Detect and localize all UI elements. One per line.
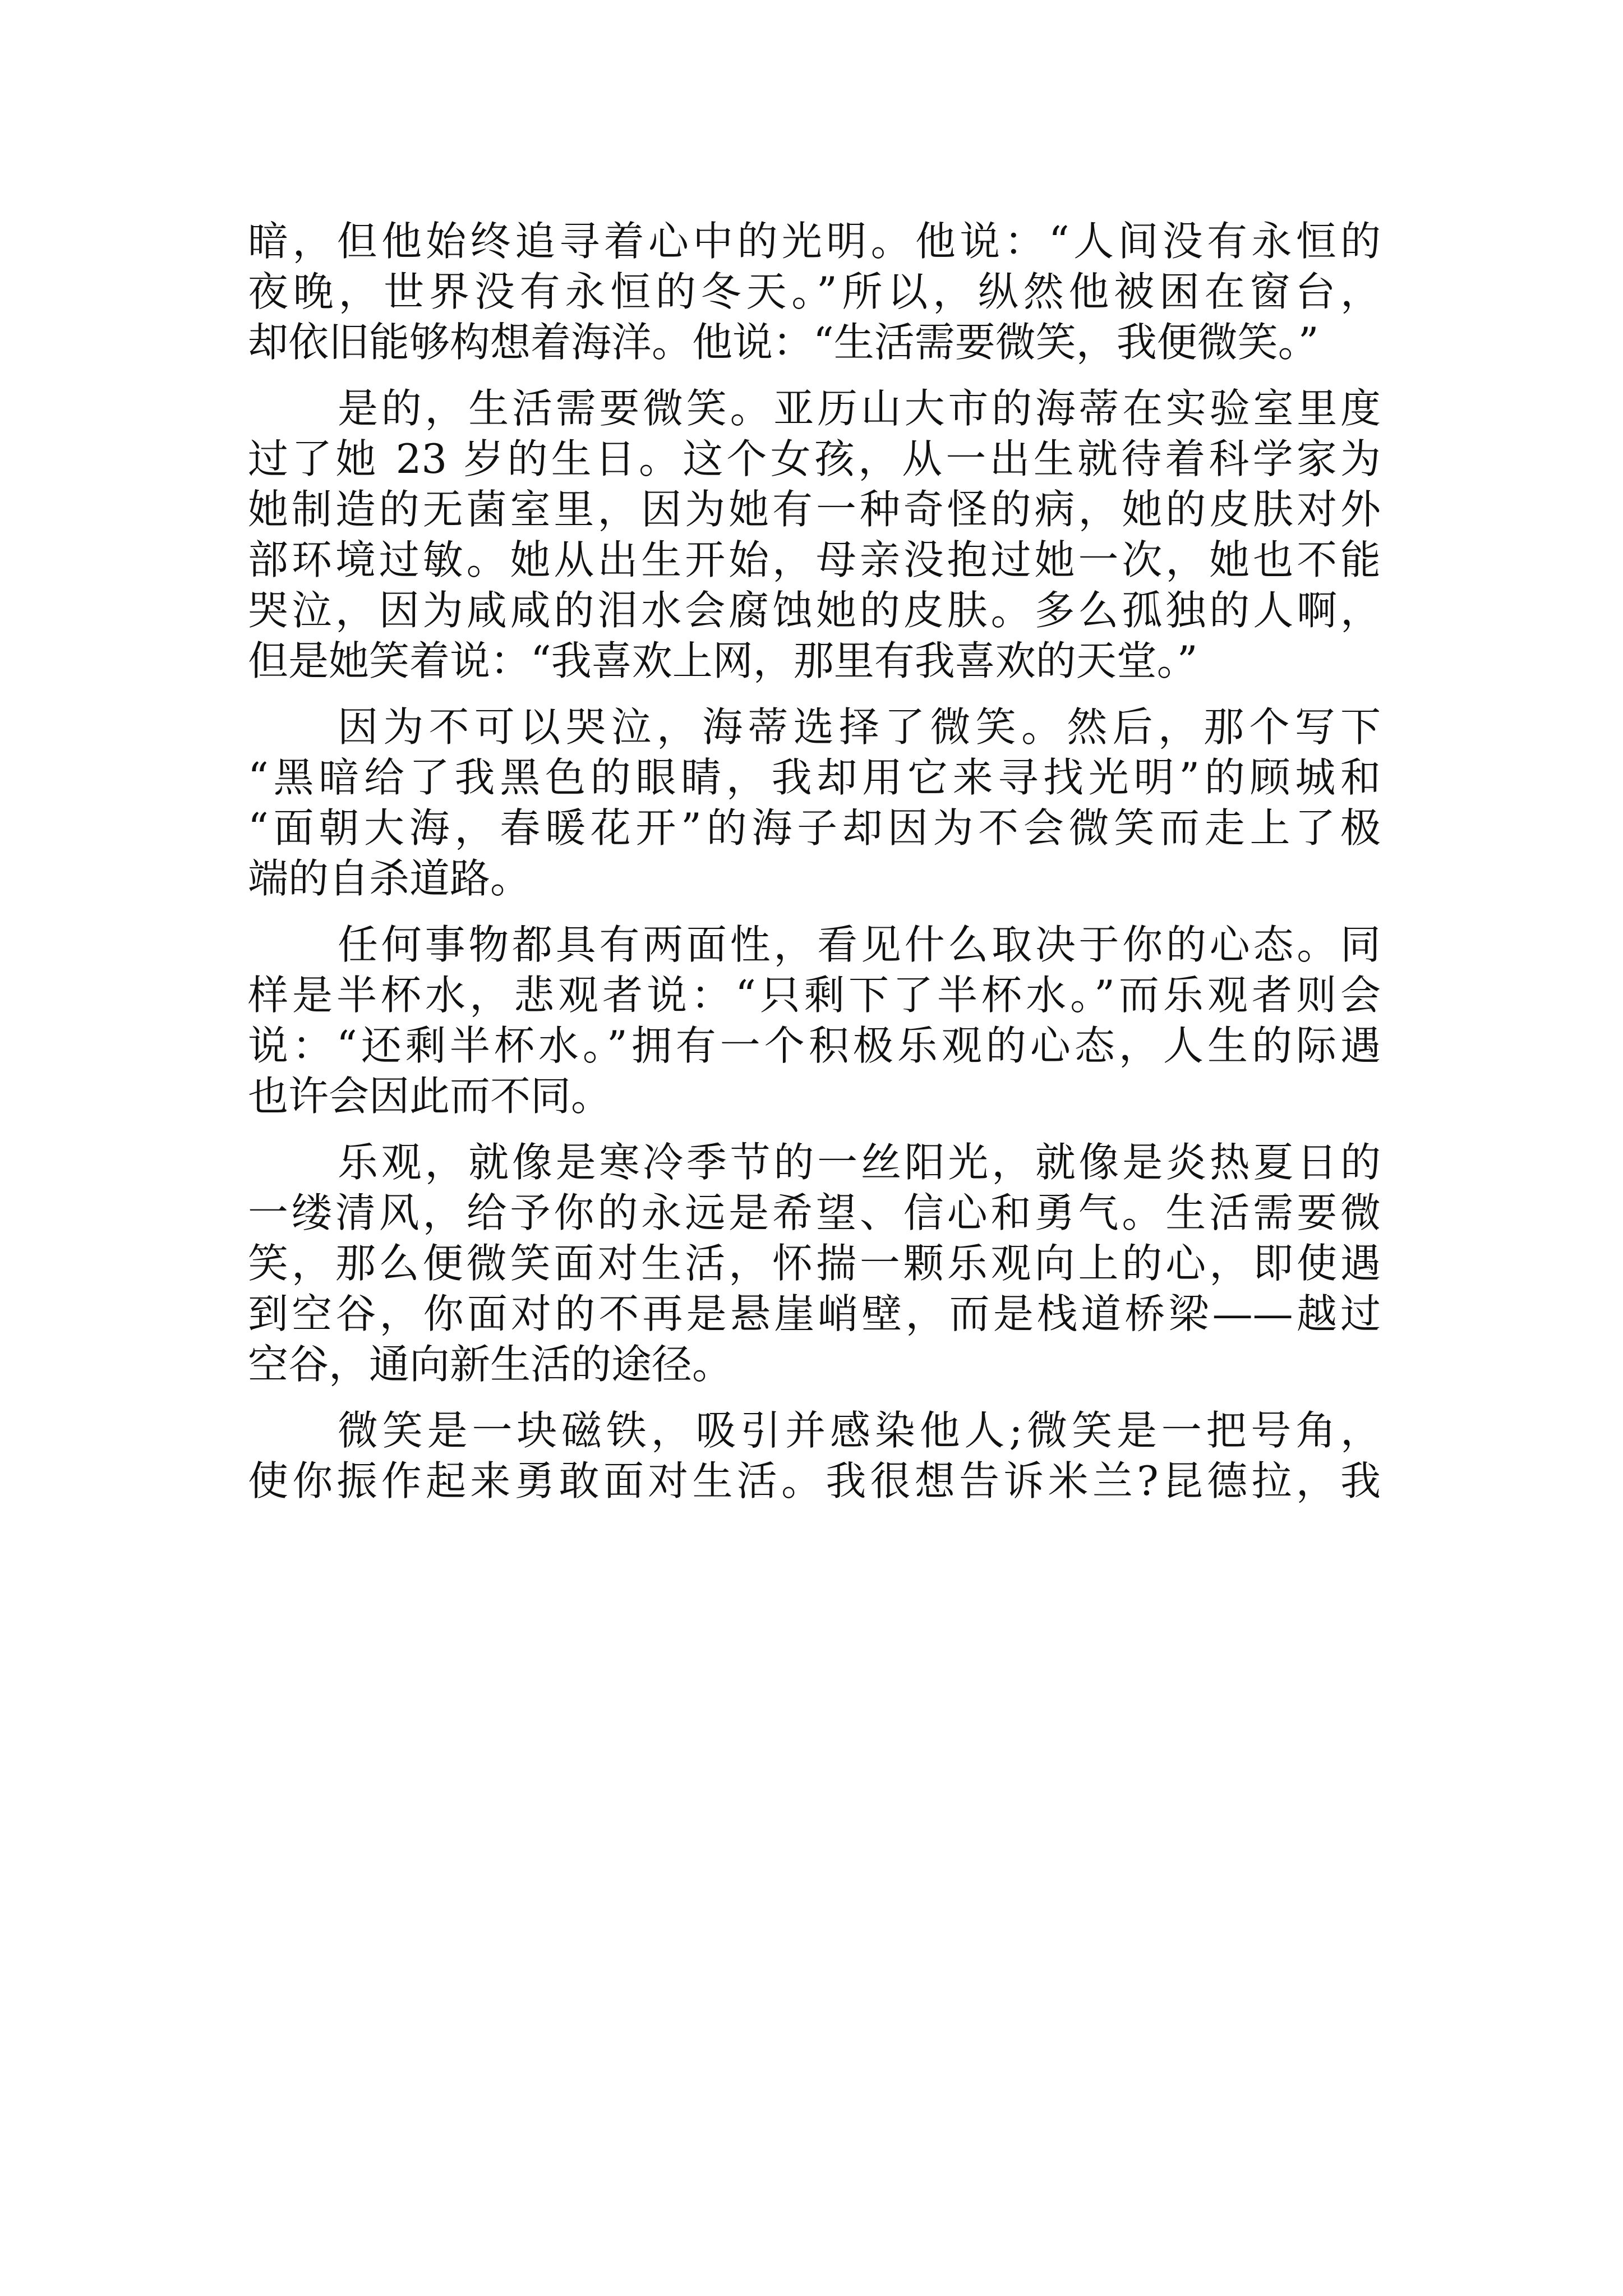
text-line: 却依旧能够构想着海洋。他说：“生活需要微笑，我便微笑。” [248,319,1319,366]
text-line: 她制造的无菌室里，因为她有一种奇怪的病，她的皮肤对外 [248,486,1381,533]
text-line: “面朝大海，春暖花开”的海子却因为不会微笑而走上了极 [248,804,1381,852]
text-line: 但是她笑着说：“我喜欢上网，那里有我喜欢的天堂。” [248,637,1198,684]
text-line: 微笑是一块磁铁，吸引并感染他人;微笑是一把号角， [338,1407,1381,1454]
paragraph [248,383,1381,686]
paragraph [248,919,1381,1121]
text-line: 夜晚，世界没有永恒的冬天。”所以，纵然他被困在窗台， [248,268,1381,315]
text-line: 端的自杀道路。 [248,855,531,902]
text-line: 到空谷，你面对的不再是悬崖峭壁，而是栈道桥梁——越过 [248,1290,1381,1337]
text-line: 样是半杯水，悲观者说：“只剩下了半杯水。”而乐观者则会 [248,972,1381,1019]
text-line: 一缕清风，给予你的永远是希望、信心和勇气。生活需要微 [248,1189,1381,1236]
text-line: 说：“还剩半杯水。”拥有一个积极乐观的心态，人生的际遇 [248,1022,1381,1069]
document-body [248,216,1381,1506]
text-line: 使你振作起来勇敢面对生活。我很想告诉米兰?昆德拉，我 [248,1457,1381,1504]
text-line: 空谷，通向新生活的途径。 [248,1341,733,1388]
paragraph [248,216,1381,367]
paragraph [248,702,1381,904]
paragraph [248,1137,1381,1389]
text-line: 任何事物都具有两面性，看见什么取决于你的心态。同 [338,921,1381,968]
text-line: 因为不可以哭泣，海蒂选择了微笑。然后，那个写下 [338,703,1381,751]
text-line: “黑暗给了我黑色的眼睛，我却用它来寻找光明”的顾城和 [248,754,1381,801]
text-line: 是的，生活需要微笑。亚历山大市的海蒂在实验室里度 [338,385,1381,432]
text-line: 也许会因此而不同。 [248,1073,612,1120]
text-line: 哭泣，因为咸咸的泪水会腐蚀她的皮肤。多么孤独的人啊， [248,587,1381,634]
text-line: 笑，那么便微笑面对生活，怀揣一颗乐观向上的心，即使遇 [248,1240,1381,1287]
text-line: 部环境过敏。她从出生开始，母亲没抱过她一次，她也不能 [248,536,1381,583]
text-line: 暗，但他始终追寻着心中的光明。他说：“人间没有永恒的 [248,218,1381,265]
text-line: 乐观，就像是寒冷季节的一丝阳光，就像是炎热夏日的 [338,1139,1381,1186]
text-line: 过了她 23 岁的生日。这个女孩，从一出生就待着科学家为 [248,435,1381,482]
paragraph [248,1405,1381,1506]
